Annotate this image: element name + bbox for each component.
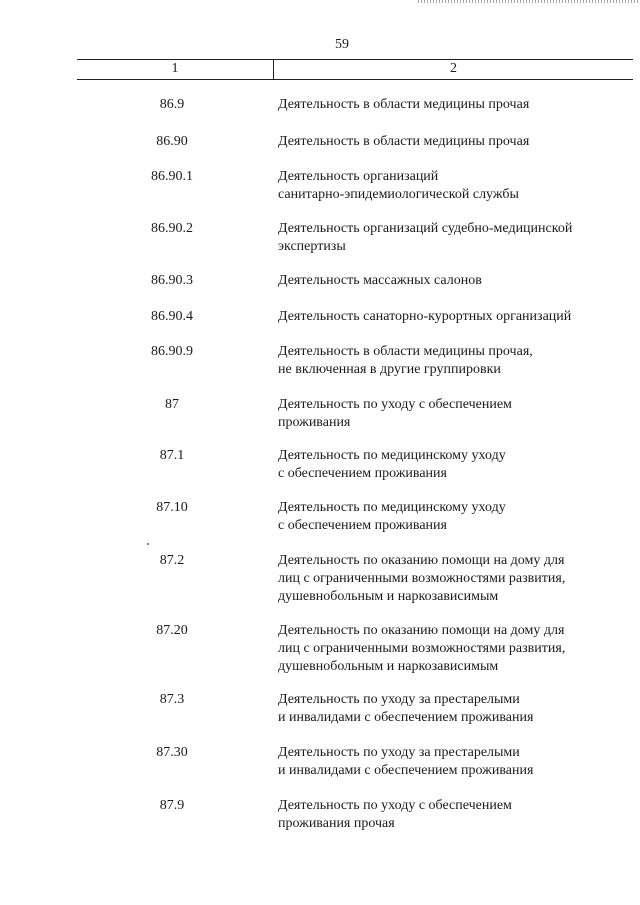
activity-code: 86.90.3 [151,273,193,288]
activity-description [278,272,618,290]
description-line: экспертизы [278,239,346,254]
activity-code: 86.90.9 [151,344,193,359]
description-line: Деятельность организаций судебно-медицинской [278,221,573,236]
description-line: не включенная в другие группировки [278,362,501,377]
description-line: и инвалидами с обеспечением проживания [278,763,534,778]
activity-code: 87 [165,397,179,412]
description-line: лиц с ограниченными возможностями развития, [278,571,566,586]
description-line: с обеспечением проживания [278,518,447,533]
scan-speck [147,543,149,545]
activity-code: 86.9 [159,97,185,112]
description-line: Деятельность по оказанию помощи на дому для [278,553,565,568]
description-line: и инвалидами с обеспечением проживания [278,710,534,725]
activity-code: 87.3 [159,692,185,707]
activity-description [278,499,618,535]
activity-description [278,552,618,606]
description-line: Деятельность по уходу за престарелыми [278,745,520,760]
activity-description [278,133,618,151]
description-line: Деятельность массажных салонов [278,273,482,288]
activity-description [278,343,618,379]
description-line: Деятельность в области медицины прочая [278,134,530,149]
description-line: душевнобольным и наркозависимым [278,659,499,674]
activity-description [278,744,618,780]
description-line: с обеспечением проживания [278,466,447,481]
activity-description [278,396,618,432]
description-line: Деятельность по медицинскому уходу [278,448,506,463]
description-line: Деятельность по уходу за престарелыми [278,692,520,707]
scan-edge-mark [418,0,640,3]
description-line: Деятельность по оказанию помощи на дому для [278,623,565,638]
table-header [77,59,633,80]
activity-description [278,168,618,204]
description-line: проживания прочая [278,816,395,831]
column-header-1: 1 [171,61,179,76]
activity-code: 87.10 [156,500,188,515]
page-number: 59 [335,37,349,52]
activity-code: 87.20 [156,623,188,638]
activity-code: 87.9 [159,798,185,813]
activity-description [278,220,618,256]
description-line: Деятельность в области медицины прочая, [278,344,533,359]
description-line: санитарно-эпидемиологической службы [278,187,519,202]
activity-description [278,96,618,114]
activity-code: 87.30 [156,745,188,760]
activity-code: 86.90.4 [151,309,193,324]
activity-description [278,622,618,676]
activity-code: 86.90.1 [151,169,193,184]
description-line: Деятельность в области медицины прочая [278,97,530,112]
description-line: душевнобольным и наркозависимым [278,589,499,604]
description-line: Деятельность по уходу с обеспечением [278,397,512,412]
activity-code: 86.90.2 [151,221,193,236]
description-line: проживания [278,415,351,430]
activity-description [278,308,618,326]
activity-description [278,691,618,727]
activity-code: 86.90 [156,134,188,149]
activity-code: 87.1 [159,448,185,463]
description-line: лиц с ограниченными возможностями развития, [278,641,566,656]
activity-description [278,797,618,833]
description-line: Деятельность организаций [278,169,439,184]
activity-code: 87.2 [159,553,185,568]
column-header-2: 2 [450,61,457,76]
description-line: Деятельность по медицинскому уходу [278,500,506,515]
description-line: Деятельность по уходу с обеспечением [278,798,512,813]
activity-description [278,447,618,483]
description-line: Деятельность санаторно-курортных организаций [278,309,572,324]
